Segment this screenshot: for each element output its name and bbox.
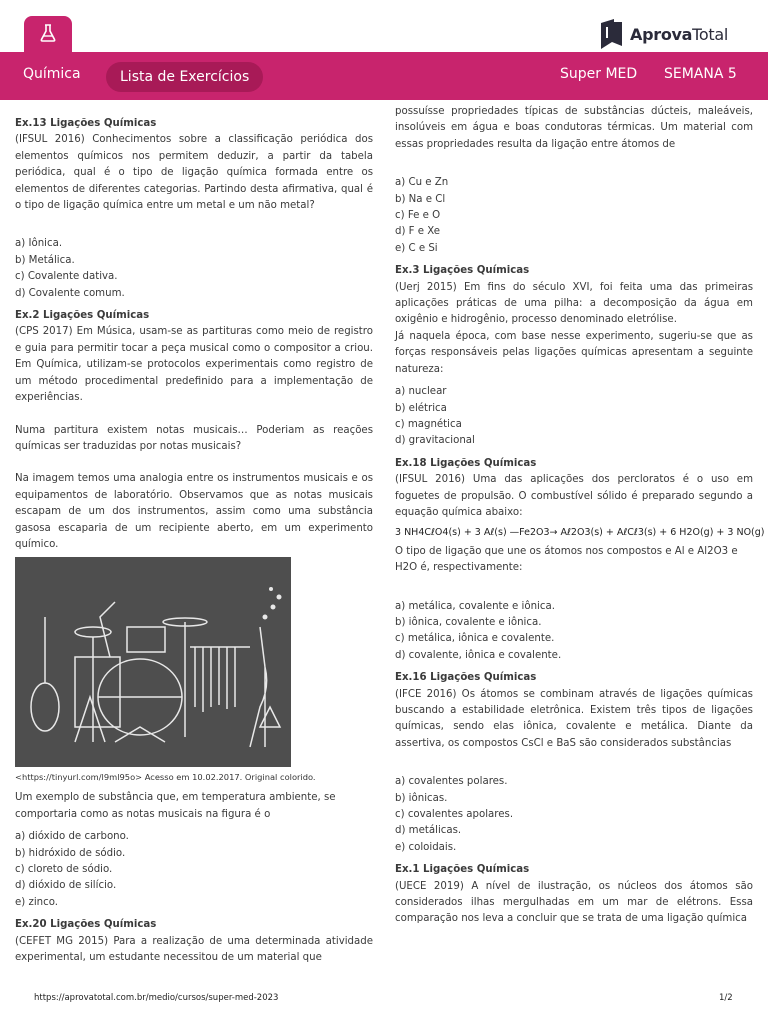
logo-light: Total bbox=[692, 24, 729, 44]
question-text: (CEFET MG 2015) Para a realização de uma determinada atividade experimental, um estudante necessitou de um material que bbox=[15, 935, 373, 963]
option: a) Cu e Zn bbox=[395, 177, 449, 189]
option: b) elétrica bbox=[395, 402, 447, 414]
option: c) metálica, iônica e covalente. bbox=[395, 633, 555, 645]
left-column bbox=[15, 116, 373, 966]
footer-url[interactable]: https://aprovatotal.com.br/medio/cursos/super-med-2023 bbox=[34, 993, 279, 1003]
question-title: Ex.3 Ligações Químicas bbox=[395, 265, 530, 277]
nav-course-label: Super MED bbox=[560, 66, 638, 82]
question-text: (UECE 2019) A nível de ilustração, os núcleos dos átomos são considerados ilhas mergulhadas em um mar de elétrons. Essa comparação nos leva a concluir que se trata de uma ligação química bbox=[395, 880, 753, 925]
bookmark-logo-icon bbox=[600, 18, 624, 50]
question-title: Ex.1 Ligações Químicas bbox=[395, 864, 530, 876]
nav-week-label: SEMANA 5 bbox=[664, 66, 737, 82]
option: b) Na e Cl bbox=[395, 193, 446, 205]
question-title: Ex.20 Ligações Químicas bbox=[15, 919, 157, 931]
top-bar bbox=[0, 0, 768, 52]
option: e) zinco. bbox=[15, 896, 59, 908]
option: d) Covalente comum. bbox=[15, 287, 125, 299]
flask-icon bbox=[40, 24, 56, 42]
logo-bold: Aprova bbox=[630, 24, 693, 44]
music-lab-illustration bbox=[15, 557, 291, 767]
nav-bar bbox=[0, 52, 768, 100]
option: c) Covalente dativa. bbox=[15, 271, 118, 283]
option: b) hidróxido de sódio. bbox=[15, 847, 126, 859]
aprovatotal-logo[interactable] bbox=[600, 17, 728, 51]
question-text: Na imagem temos uma analogia entre os instrumentos musicais e os equipamentos de laboratório. Observamos que as notas musicais escapam de um dos instrumentos, assim como uma substância gasosa escaparia de um recipiente aberto, em um experimento químico. bbox=[15, 473, 373, 550]
option: c) covalentes apolares. bbox=[395, 809, 514, 821]
option: a) metálica, covalente e iônica. bbox=[395, 600, 555, 612]
question-text: (Uerj 2015) Em fins do século XVI, foi feita uma das primeiras aplicações práticas de uma pilha: a decomposição da água em oxigênio e hidrogênio, processo denominado eletrólise. bbox=[395, 281, 753, 326]
option: b) iônica, covalente e iônica. bbox=[395, 616, 542, 628]
question-text: Já naquela época, com base nesse experimento, sugeriu-se que as forças responsáveis pelas ligações químicas apresentam a seguinte natureza: bbox=[395, 330, 753, 375]
option: a) dióxido de carbono. bbox=[15, 831, 129, 843]
question-text: possuísse propriedades típicas de substâncias dúcteis, maleáveis, insolúveis em água e boas condutoras térmicas. Um material com essas propriedades resulta da ligação entre átomos de bbox=[395, 106, 753, 150]
option: d) covalente, iônica e covalente. bbox=[395, 649, 562, 661]
option: c) cloreto de sódio. bbox=[15, 863, 113, 875]
option: c) Fe e O bbox=[395, 210, 441, 222]
option: d) metálicas. bbox=[395, 825, 462, 837]
option: b) Metálica. bbox=[15, 254, 75, 266]
question-title: Ex.2 Ligações Químicas bbox=[15, 310, 150, 322]
instruments-lab-drawing bbox=[15, 557, 291, 767]
question-text: Numa partitura existem notas musicais… Poderiam as reações químicas ser traduzidas por notas musicais? bbox=[15, 424, 373, 452]
option: d) dióxido de silício. bbox=[15, 880, 117, 892]
option: a) covalentes polares. bbox=[395, 776, 508, 788]
right-column bbox=[395, 104, 765, 928]
figure-caption: <https://tinyurl.com/l9ml95o> Acesso em 10.02.2017. Original colorido. bbox=[15, 772, 316, 783]
question-title: Ex.16 Ligações Químicas bbox=[395, 672, 537, 684]
logo-text bbox=[630, 25, 728, 44]
question-text: (IFCE 2016) Os átomos se combinam através de ligações químicas buscando a estabilidade eletrônica. Existem três tipos de ligações químicas, sendo elas iônica, covalente e metálica. Diante da assertiva, os compostos CsCl e BaS são considerados substâncias bbox=[395, 688, 753, 749]
question-text: O tipo de ligação que une os átomos nos compostos e Al e Al2O3 e H2O é, respectivamente: bbox=[395, 545, 738, 574]
option: b) iônicas. bbox=[395, 792, 448, 804]
question-title: Ex.13 Ligações Químicas bbox=[15, 118, 157, 129]
subject-tab[interactable] bbox=[24, 16, 72, 52]
question-text: (IFSUL 2016) Conhecimentos sobre a classificação periódica dos elementos químicos nos permitem deduzir, a partir da tabela periódica, qual é o tipo de ligação química formada entre os elementos de diferentes categorias. Partindo desta afirmativa, qual é o tipo de ligação química entre um metal e um não metal? bbox=[15, 134, 373, 212]
question-title: Ex.18 Ligações Químicas bbox=[395, 457, 537, 469]
question-text: (CPS 2017) Em Música, usam-se as partituras como meio de registro e guia para permitir tocar a peça musical como o compositor a criou. Em Química, utilizam-se protocolos experimentais como registro de um método procedimental predefinido para a implementação de experiências. bbox=[15, 326, 373, 404]
question-text: Um exemplo de substância que, em temperatura ambiente, se comportaria como as notas musicais na figura é o bbox=[15, 792, 336, 820]
option: e) coloidais. bbox=[395, 841, 457, 853]
nav-list-tab[interactable]: Lista de Exercícios bbox=[106, 62, 263, 92]
question-text: (IFSUL 2016) Uma das aplicações dos percloratos é o uso em foguetes de propulsão. O combustível sólido é preparado segundo a equação química abaixo: bbox=[395, 474, 753, 518]
option: a) nuclear bbox=[395, 386, 447, 398]
option: e) C e Si bbox=[395, 242, 438, 254]
option: a) Iônica. bbox=[15, 238, 63, 250]
option: d) F e Xe bbox=[395, 226, 441, 238]
option: c) magnética bbox=[395, 418, 462, 430]
nav-subject-link[interactable]: Química bbox=[23, 66, 81, 82]
option: d) gravitacional bbox=[395, 435, 475, 447]
page-number: 1/2 bbox=[719, 993, 733, 1003]
chemical-equation: 3 NH4CℓO4(s) + 3 Aℓ(s) —Fe2O3→ Aℓ2O3(s) + AℓCℓ3(s) + 6 H2O(g) + 3 NO(g) bbox=[395, 527, 765, 539]
